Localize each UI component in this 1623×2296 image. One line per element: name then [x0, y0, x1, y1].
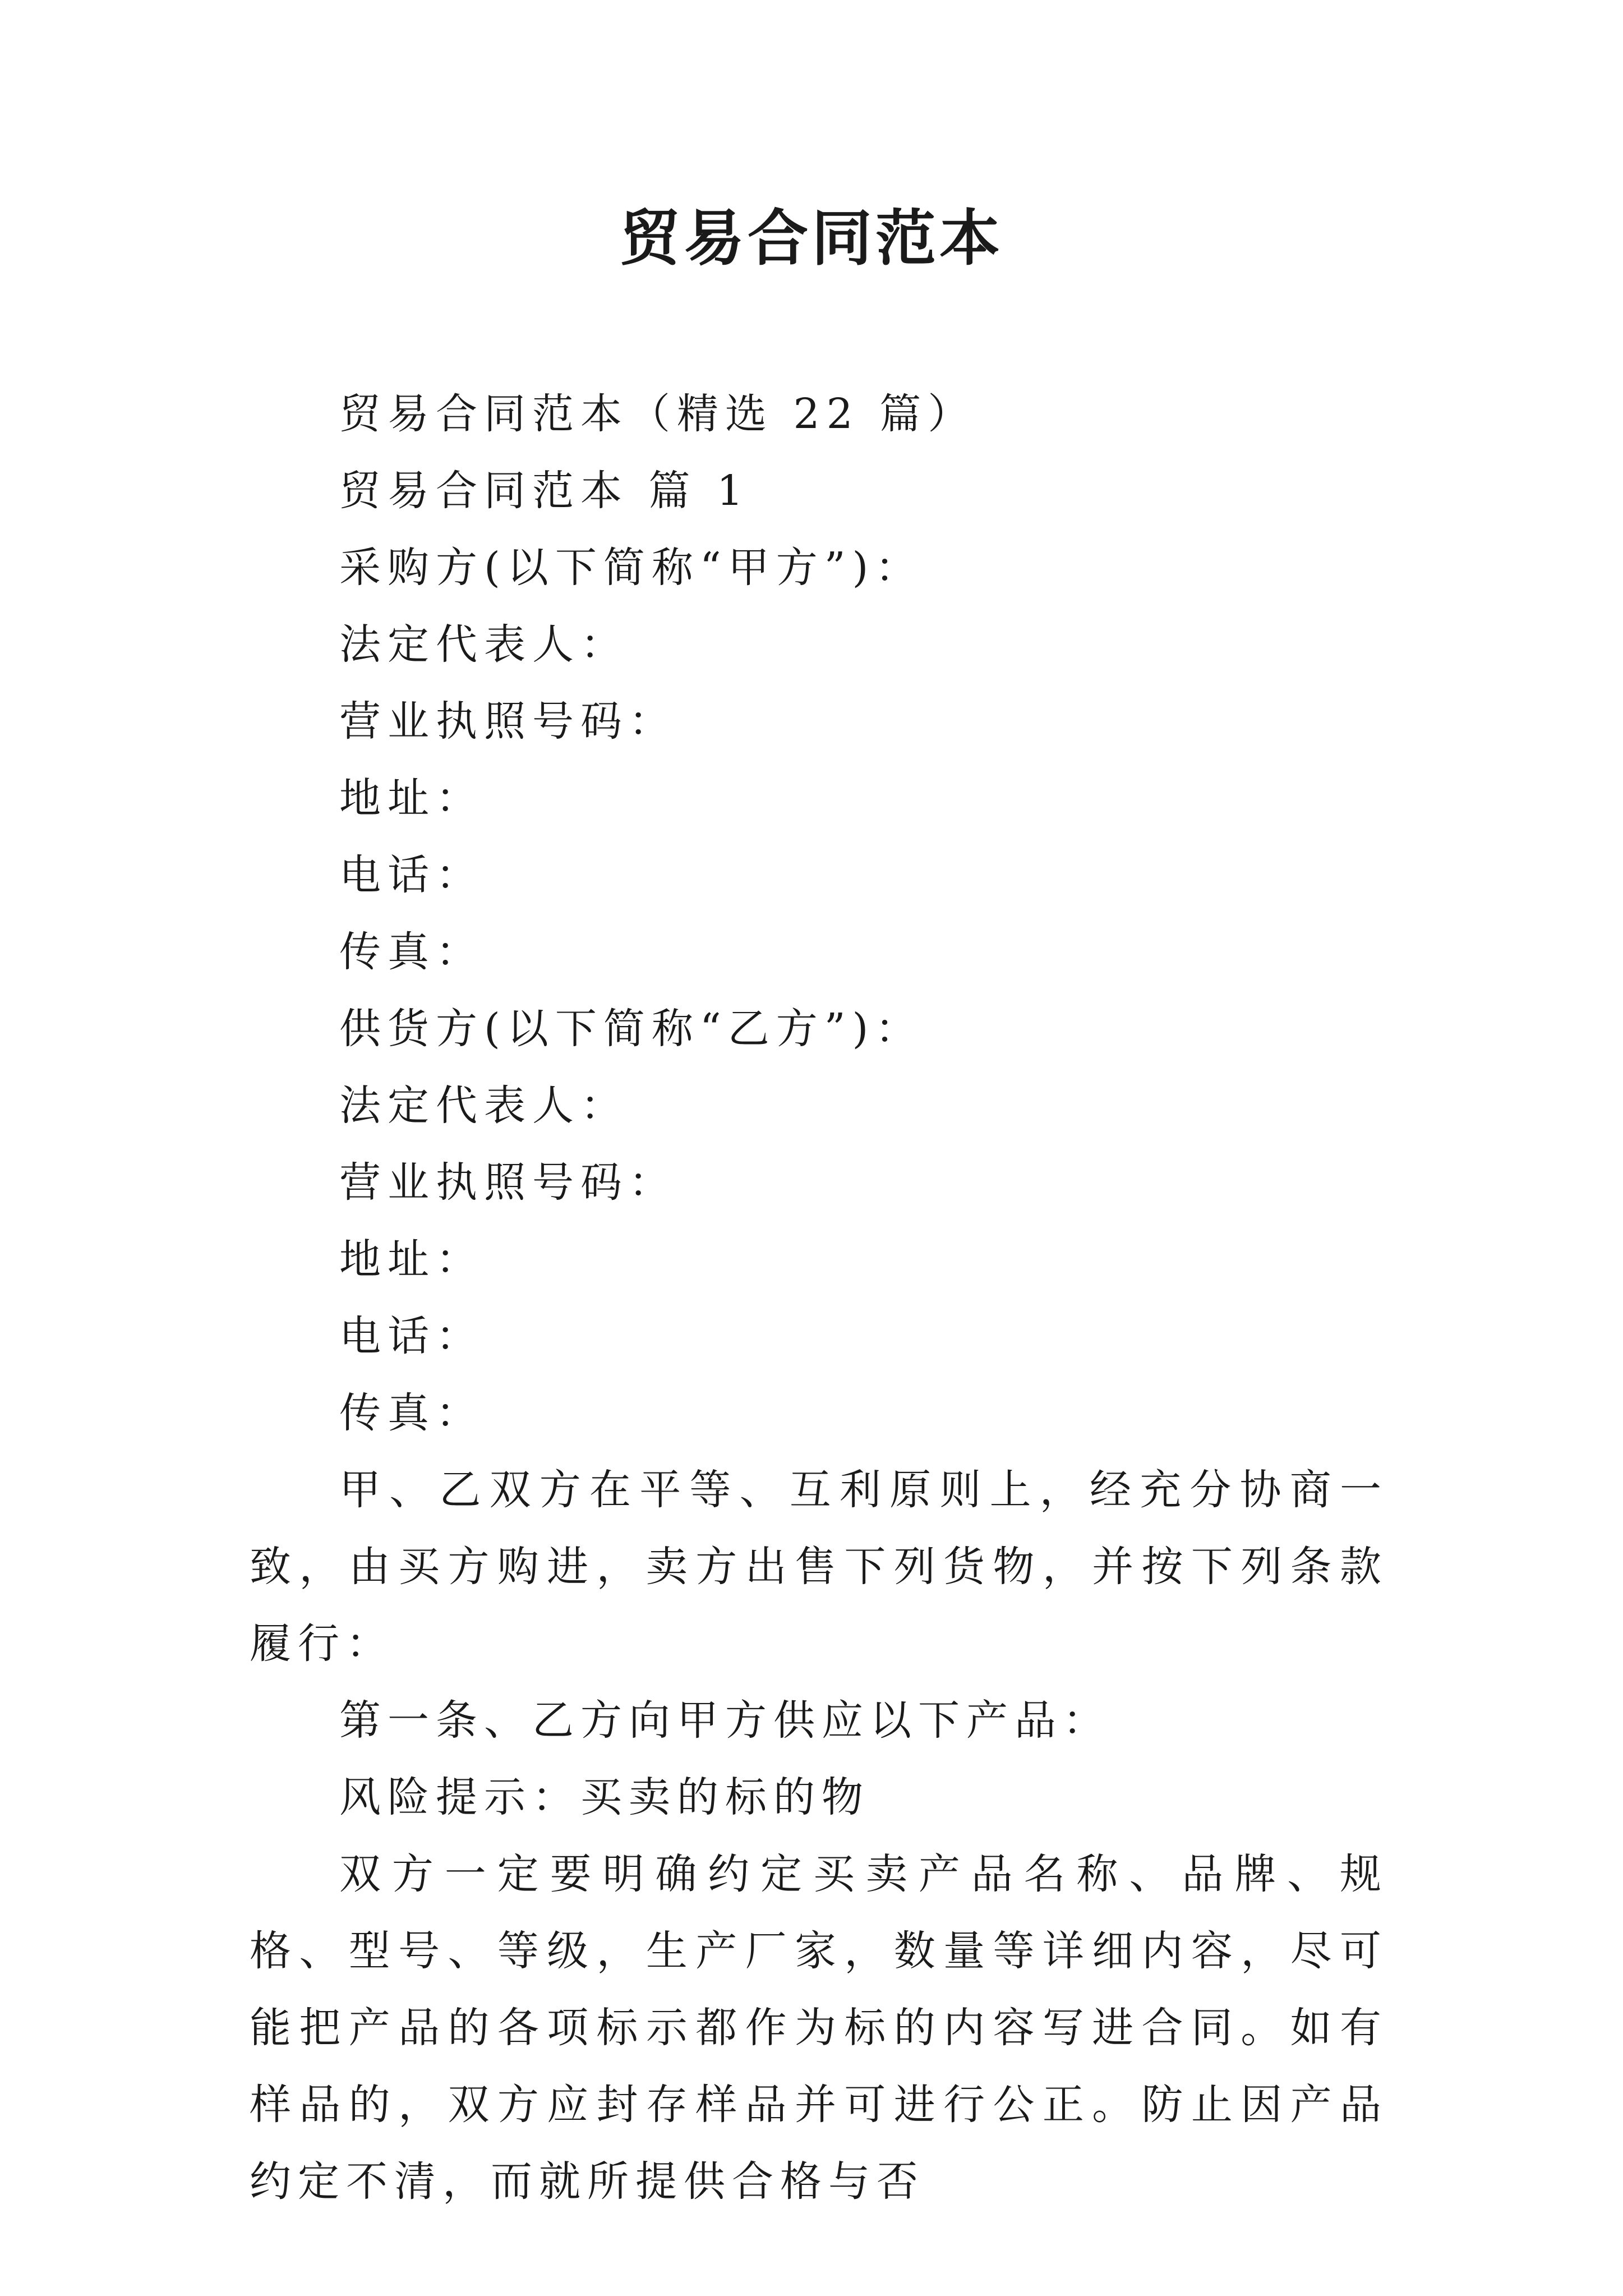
- party-b-address: 地址：: [339, 1235, 484, 1283]
- party-b-fax: 传真：: [339, 1389, 484, 1437]
- party-a-license: 营业执照号码：: [339, 697, 677, 746]
- document-body: [250, 376, 1388, 2220]
- party-a-legal-rep: 法定代表人：: [339, 620, 629, 669]
- article-one: 第一条、乙方向甲方供应以下产品：: [339, 1696, 1111, 1745]
- party-b-license: 营业执照号码：: [339, 1158, 677, 1207]
- document-title: 贸易合同范本: [619, 203, 1003, 274]
- section-heading: 贸易合同范本 篇 1: [339, 467, 750, 515]
- party-b-phone: 电话：: [339, 1312, 484, 1360]
- party-a-heading: 采购方(以下简称“甲方”)：: [339, 544, 924, 592]
- party-a-fax: 传真：: [339, 928, 484, 976]
- risk-notice-body: 双方一定要明确约定买卖产品名称、品牌、规格、型号、等级，生产厂家，数量等详细内容，尽可能把产品的各项标示都作为标的内容写进合同。如有样品的，双方应封存样品并可进行公正。防止因产品约定不清，而就所提供合格与否: [250, 1850, 1388, 2206]
- agreement-paragraph: 甲、乙双方在平等、互利原则上，经充分协商一致，由买方购进，卖方出售下列货物，并按下列条款履行：: [250, 1466, 1388, 1668]
- party-a-phone: 电话：: [339, 851, 484, 899]
- party-b-heading: 供货方(以下简称“乙方”)：: [339, 1005, 924, 1053]
- party-a-address: 地址：: [339, 774, 484, 822]
- risk-notice: 风险提示：买卖的标的物: [339, 1773, 870, 1821]
- subtitle-line: 贸易合同范本（精选 22 篇）: [339, 390, 976, 438]
- party-b-legal-rep: 法定代表人：: [339, 1082, 629, 1130]
